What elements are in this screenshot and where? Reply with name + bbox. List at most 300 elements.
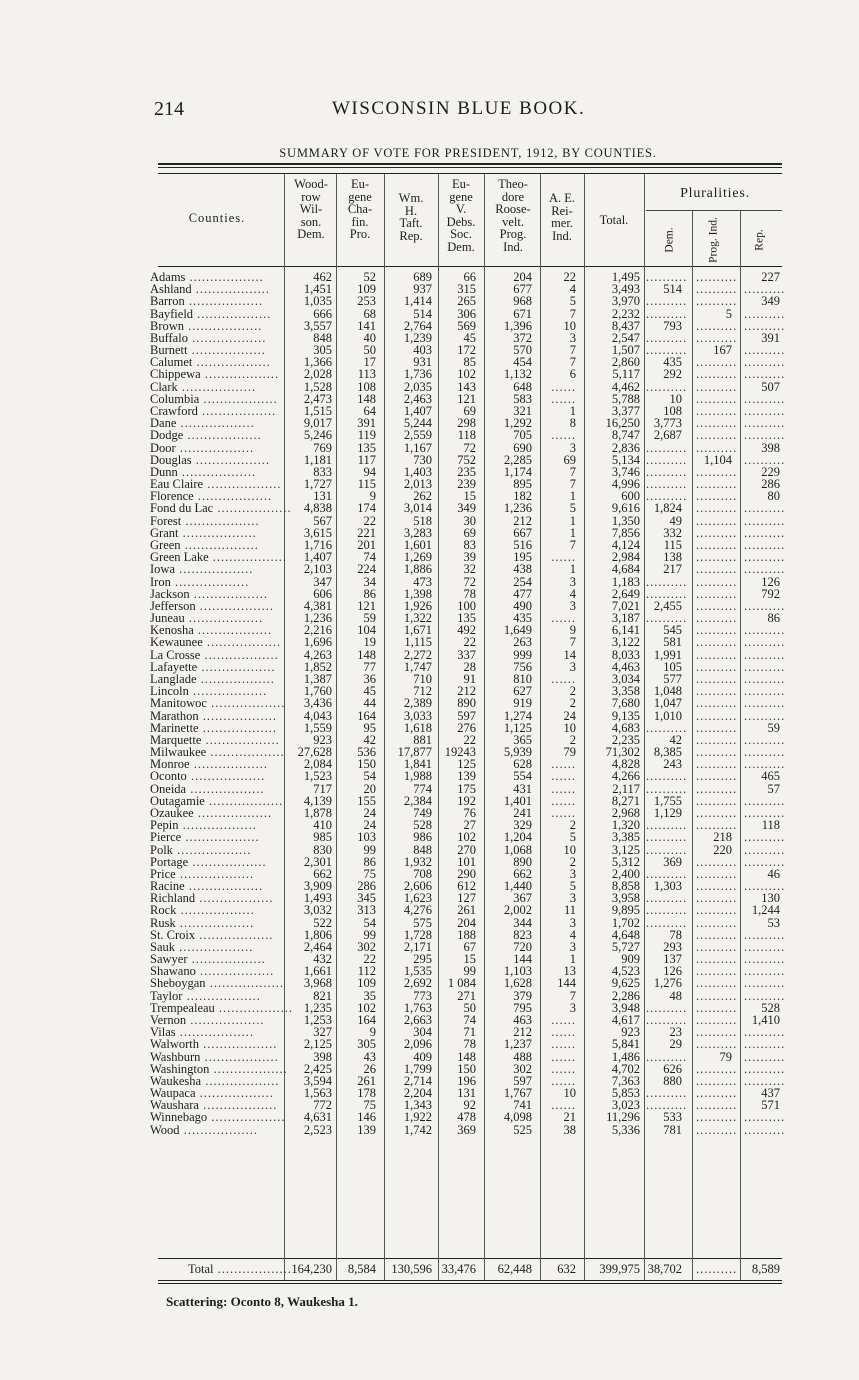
county-row bbox=[150, 917, 786, 929]
vote-cell: 146 bbox=[357, 1110, 376, 1125]
vote-cell: 1,068 bbox=[503, 842, 532, 857]
county-row bbox=[150, 588, 786, 600]
vote-cell: 4,838 bbox=[303, 501, 332, 516]
empty-cell: .......... bbox=[744, 757, 786, 772]
empty-cell: .......... bbox=[696, 270, 738, 284]
vote-cell: 104 bbox=[357, 623, 376, 638]
vote-cell: 286 bbox=[761, 477, 780, 492]
vote-cell: 22 bbox=[363, 513, 376, 528]
vote-cell: 5,788 bbox=[611, 391, 640, 406]
vote-cell: 437 bbox=[761, 1086, 780, 1101]
vote-cell: 919 bbox=[513, 696, 532, 711]
county-name bbox=[150, 917, 284, 929]
vote-cell: 410 bbox=[313, 818, 332, 833]
leader-dots: .................. bbox=[184, 318, 263, 333]
vote-cell: 212 bbox=[513, 513, 532, 528]
vote-cell: 1,806 bbox=[303, 927, 332, 942]
vote-cell: 68 bbox=[363, 306, 376, 321]
county-row bbox=[150, 770, 786, 782]
county-name bbox=[150, 953, 284, 965]
vote-cell: 57 bbox=[767, 781, 780, 796]
vote-cell: 490 bbox=[513, 598, 532, 613]
leader-dots: .................. bbox=[214, 1000, 294, 1015]
vote-cell: 1,129 bbox=[653, 805, 682, 820]
vote-cell: 344 bbox=[513, 915, 532, 930]
vote-cell: 69 bbox=[563, 452, 576, 467]
empty-cell: .......... bbox=[744, 525, 786, 540]
header-debs bbox=[438, 178, 484, 264]
vote-cell: 666 bbox=[313, 306, 332, 321]
vote-cell: 3,385 bbox=[611, 830, 640, 845]
county-label: Columbia bbox=[150, 391, 200, 406]
empty-cell: .......... bbox=[696, 635, 738, 650]
vote-cell: 103 bbox=[357, 830, 376, 845]
vote-cell: 2 bbox=[569, 818, 576, 833]
vote-cell: 9 bbox=[569, 623, 576, 638]
vote-cell: 1,736 bbox=[403, 367, 432, 382]
county-label: Washington bbox=[150, 1061, 210, 1076]
vote-cell: 15 bbox=[463, 952, 476, 967]
vote-cell: 403 bbox=[413, 343, 432, 358]
vote-cell: 86 bbox=[363, 586, 376, 601]
vote-cell: 372 bbox=[513, 330, 532, 345]
vote-cell: 74 bbox=[463, 1013, 476, 1027]
vote-cell: 848 bbox=[313, 330, 332, 345]
vote-cell: 632 bbox=[557, 1262, 576, 1276]
vote-cell: 167 bbox=[713, 343, 732, 358]
vote-cell: 2,968 bbox=[611, 805, 640, 820]
county-label: Ashland bbox=[150, 282, 192, 297]
vote-cell: 7 bbox=[569, 306, 576, 321]
vote-cell: 1,010 bbox=[653, 708, 682, 723]
vote-cell: 3,014 bbox=[403, 501, 432, 516]
vote-cell: 3,023 bbox=[611, 1098, 640, 1113]
vote-cell: 337 bbox=[457, 647, 476, 662]
vote-cell: 662 bbox=[513, 866, 532, 881]
county-name bbox=[150, 831, 284, 843]
county-label: Chippewa bbox=[150, 367, 201, 382]
empty-cell: .......... bbox=[696, 513, 738, 528]
county-label: Kenosha bbox=[150, 623, 194, 638]
vote-cell: 130,596 bbox=[391, 1262, 432, 1276]
vote-cell: 49 bbox=[669, 513, 682, 528]
county-label: Langlade bbox=[150, 671, 197, 686]
county-label: Waupaca bbox=[150, 1086, 196, 1101]
vote-cell: 10 bbox=[669, 391, 682, 406]
vote-cell: 10 bbox=[563, 318, 576, 333]
header-line: Dem. bbox=[297, 227, 325, 241]
empty-cell: .......... bbox=[744, 927, 786, 942]
vote-cell: 3,377 bbox=[611, 404, 640, 418]
vote-cell: 4,276 bbox=[403, 903, 432, 918]
vote-cell: 1,451 bbox=[303, 282, 332, 297]
county-label: Calumet bbox=[150, 355, 193, 370]
county-label: Barron bbox=[150, 294, 185, 309]
vote-cell: 3 bbox=[569, 891, 576, 906]
empty-cell: .......... bbox=[646, 330, 688, 345]
empty-cell: .......... bbox=[696, 1086, 738, 1101]
county-row bbox=[150, 990, 786, 1002]
vote-cell: 1,322 bbox=[403, 611, 432, 625]
county-name bbox=[150, 673, 284, 685]
county-label: Marathon bbox=[150, 708, 199, 723]
county-label: Price bbox=[150, 866, 176, 881]
leader-dots: .................. bbox=[189, 586, 268, 601]
vote-cell: 1,303 bbox=[653, 879, 682, 893]
vote-cell: 345 bbox=[357, 891, 376, 906]
vote-cell: 2,473 bbox=[303, 391, 332, 406]
empty-cell: ...... bbox=[551, 781, 576, 796]
leader-dots: .................. bbox=[181, 513, 260, 528]
empty-cell: .......... bbox=[646, 452, 688, 467]
county-label: Sauk bbox=[150, 939, 175, 954]
vote-cell: 507 bbox=[761, 379, 780, 394]
county-row bbox=[150, 1002, 786, 1014]
empty-cell: .......... bbox=[696, 952, 738, 967]
county-name bbox=[150, 1099, 284, 1111]
vote-cell: 365 bbox=[513, 732, 532, 747]
book-title: WISCONSIN BLUE BOOK. bbox=[332, 98, 586, 119]
county-label: Eau Claire bbox=[150, 477, 204, 492]
vote-cell: 999 bbox=[513, 647, 532, 662]
empty-cell: .......... bbox=[744, 635, 786, 650]
county-name bbox=[150, 1124, 284, 1136]
empty-cell: .......... bbox=[744, 793, 786, 808]
empty-cell: ...... bbox=[551, 671, 576, 686]
county-name bbox=[150, 405, 284, 417]
vote-cell: 1,103 bbox=[503, 964, 532, 979]
vote-cell: 1 bbox=[569, 404, 576, 418]
vote-cell: 9,895 bbox=[611, 903, 640, 918]
vote-cell: 24 bbox=[363, 805, 376, 820]
leader-dots: .................. bbox=[186, 769, 266, 784]
county-label: Oconto bbox=[150, 769, 187, 784]
county-row bbox=[150, 685, 786, 697]
vote-cell: 662 bbox=[313, 866, 332, 881]
county-name bbox=[150, 1038, 284, 1050]
leader-dots: .................. bbox=[207, 1110, 286, 1125]
empty-cell: .......... bbox=[696, 574, 738, 589]
leader-dots: .................. bbox=[177, 464, 257, 479]
vote-cell: 78 bbox=[463, 586, 476, 601]
vote-cell: 139 bbox=[457, 769, 476, 784]
empty-cell: .......... bbox=[744, 343, 786, 358]
vote-cell: 304 bbox=[413, 1025, 432, 1040]
leader-dots: .................. bbox=[195, 964, 275, 979]
vote-cell: 71 bbox=[463, 1025, 476, 1040]
vote-cell: 399,975 bbox=[599, 1262, 640, 1276]
header-line: gene bbox=[449, 189, 473, 204]
vote-cell: 7 bbox=[569, 355, 576, 370]
empty-cell: .......... bbox=[696, 294, 738, 309]
leader-dots: .................. bbox=[183, 428, 262, 443]
empty-cell: .......... bbox=[646, 343, 688, 358]
county-label: Taylor bbox=[150, 988, 183, 1003]
empty-cell: .......... bbox=[696, 428, 738, 443]
vote-cell: 8,589 bbox=[751, 1262, 780, 1276]
header-line: Ind. bbox=[503, 239, 523, 254]
empty-cell: ...... bbox=[551, 428, 576, 443]
county-name bbox=[150, 1061, 288, 1076]
county-row bbox=[150, 977, 786, 989]
county-row bbox=[150, 758, 786, 770]
vote-cell: 4,617 bbox=[611, 1013, 640, 1027]
vote-cell: 677 bbox=[513, 282, 532, 297]
vote-cell: 2,764 bbox=[403, 318, 432, 333]
county-row bbox=[150, 807, 786, 819]
vote-cell: 270 bbox=[457, 842, 476, 857]
leader-dots: .................. bbox=[201, 732, 280, 747]
empty-cell: .......... bbox=[696, 671, 738, 686]
county-name bbox=[150, 819, 284, 831]
header-line: Soc. bbox=[450, 227, 472, 241]
vote-cell: 1,742 bbox=[403, 1122, 432, 1137]
county-name bbox=[150, 612, 284, 624]
vote-cell: 5,727 bbox=[611, 939, 640, 954]
vote-cell: 4,266 bbox=[611, 769, 640, 784]
empty-cell: .......... bbox=[646, 464, 688, 479]
vote-cell: 102 bbox=[457, 367, 476, 382]
county-name bbox=[150, 466, 284, 478]
leader-dots: .................. bbox=[213, 501, 292, 516]
header-wilson bbox=[286, 178, 336, 264]
county-row bbox=[150, 649, 786, 661]
vote-cell: 221 bbox=[357, 525, 376, 540]
county-label: Oneida bbox=[150, 781, 187, 796]
header-plurality-dem: Dem. bbox=[663, 227, 676, 253]
vote-cell: 398 bbox=[761, 440, 780, 455]
vote-cell: 9,616 bbox=[611, 501, 640, 516]
vote-cell: 398 bbox=[313, 1049, 332, 1064]
county-row bbox=[150, 1099, 786, 1111]
vote-cell: 349 bbox=[761, 294, 780, 309]
vote-cell: 150 bbox=[457, 1061, 476, 1076]
vote-cell: 109 bbox=[357, 976, 376, 991]
vote-cell: 131 bbox=[457, 1086, 476, 1101]
vote-cell: 7 bbox=[569, 464, 576, 479]
vote-cell: 2,272 bbox=[403, 647, 432, 662]
vote-cell: 3 bbox=[569, 915, 576, 930]
vote-cell: 204 bbox=[457, 915, 476, 930]
vote-cell: 50 bbox=[363, 343, 376, 358]
county-row bbox=[150, 344, 786, 356]
vote-cell: 1,507 bbox=[611, 343, 640, 358]
vote-cell: 22 bbox=[463, 732, 476, 747]
county-label: Trempealeau bbox=[150, 1000, 215, 1015]
county-name bbox=[150, 515, 284, 527]
leader-dots: .................. bbox=[177, 379, 257, 394]
vote-cell: 545 bbox=[663, 623, 682, 638]
vote-cell: 477 bbox=[513, 586, 532, 601]
empty-cell: ...... bbox=[551, 391, 576, 406]
vote-cell: 74 bbox=[363, 550, 376, 565]
vote-cell: 3,948 bbox=[611, 1000, 640, 1015]
empty-cell: .......... bbox=[696, 745, 738, 759]
county-row bbox=[150, 697, 786, 709]
vote-cell: 1,343 bbox=[403, 1098, 432, 1113]
leader-dots: .................. bbox=[203, 477, 282, 492]
empty-cell: .......... bbox=[744, 501, 786, 516]
leader-dots: .................. bbox=[184, 294, 264, 309]
vote-cell: 810 bbox=[513, 671, 532, 686]
empty-cell: .......... bbox=[744, 732, 786, 747]
vote-cell: 212 bbox=[457, 684, 476, 699]
county-label: Iron bbox=[150, 574, 171, 589]
county-name bbox=[150, 550, 288, 565]
vote-cell: 2,035 bbox=[403, 379, 432, 394]
vote-cell: 7,363 bbox=[611, 1073, 640, 1088]
vote-cell: 164,230 bbox=[291, 1262, 332, 1276]
leader-dots: .................. bbox=[195, 1086, 274, 1101]
county-label: Marinette bbox=[150, 720, 199, 735]
county-label: Jackson bbox=[150, 586, 190, 601]
empty-cell: .......... bbox=[696, 647, 738, 662]
empty-cell: .......... bbox=[646, 720, 688, 735]
vote-cell: 3,968 bbox=[303, 976, 332, 991]
county-row bbox=[150, 710, 786, 722]
vote-cell: 3 bbox=[569, 1000, 576, 1015]
vote-cell: 1,115 bbox=[404, 635, 432, 650]
vote-cell: 5 bbox=[725, 306, 732, 321]
empty-cell: .......... bbox=[646, 818, 688, 833]
vote-cell: 99 bbox=[363, 927, 376, 942]
vote-cell: 8,584 bbox=[347, 1262, 376, 1276]
vote-cell: 1,696 bbox=[303, 635, 332, 650]
vote-cell: 1,396 bbox=[503, 318, 532, 333]
header-line: Wm. bbox=[398, 191, 424, 205]
empty-cell: .......... bbox=[646, 891, 688, 906]
vote-cell: 71,302 bbox=[605, 745, 640, 759]
vote-cell: 3,436 bbox=[303, 696, 332, 711]
vote-cell: 569 bbox=[457, 318, 476, 333]
vote-cell: 8 bbox=[569, 416, 576, 431]
vote-cell: 514 bbox=[413, 306, 432, 321]
empty-cell: .......... bbox=[744, 306, 786, 321]
total-row bbox=[150, 1263, 786, 1275]
empty-cell: .......... bbox=[744, 1025, 786, 1040]
empty-cell: .......... bbox=[744, 318, 786, 333]
vote-cell: 22 bbox=[563, 270, 576, 284]
county-row bbox=[150, 880, 786, 892]
empty-cell: .......... bbox=[696, 525, 738, 540]
empty-cell: .......... bbox=[696, 1262, 738, 1276]
county-row bbox=[150, 1111, 786, 1123]
vote-cell: 1,799 bbox=[403, 1061, 432, 1076]
vote-cell: 612 bbox=[457, 879, 476, 893]
empty-cell: .......... bbox=[744, 1049, 786, 1064]
county-name bbox=[150, 576, 284, 588]
header-line: Dem. bbox=[447, 239, 475, 254]
empty-cell: .......... bbox=[696, 586, 738, 601]
header-plurality-rep: Rep. bbox=[753, 229, 766, 251]
leader-dots: .................. bbox=[181, 830, 260, 845]
county-label: Douglas bbox=[150, 452, 192, 467]
vote-cell: 7 bbox=[569, 988, 576, 1003]
county-label: Portage bbox=[150, 854, 189, 869]
vote-cell: 772 bbox=[313, 1098, 332, 1113]
empty-cell: .......... bbox=[696, 464, 738, 479]
vote-cell: 1,236 bbox=[503, 501, 532, 516]
empty-cell: .......... bbox=[744, 391, 786, 406]
empty-cell: .......... bbox=[696, 915, 738, 930]
county-name bbox=[150, 563, 284, 575]
header-line: Wood- bbox=[294, 177, 328, 191]
vote-cell: 5,117 bbox=[612, 367, 640, 382]
vote-cell: 1,747 bbox=[403, 659, 432, 674]
empty-cell: .......... bbox=[646, 477, 688, 492]
vote-cell: 1,387 bbox=[303, 671, 332, 686]
county-row bbox=[150, 624, 786, 636]
leader-dots: .................. bbox=[175, 440, 255, 455]
vote-cell: 1,523 bbox=[303, 769, 332, 784]
empty-cell: .......... bbox=[744, 1061, 786, 1076]
vote-cell: 2,204 bbox=[403, 1086, 432, 1101]
vote-cell: 2,117 bbox=[612, 781, 640, 796]
vote-cell: 130 bbox=[761, 891, 780, 906]
header-roosevelt bbox=[486, 178, 540, 264]
vote-cell: 2,002 bbox=[503, 903, 532, 918]
county-label: Bayfield bbox=[150, 306, 194, 321]
vote-cell: 115 bbox=[663, 538, 682, 552]
county-row bbox=[150, 831, 786, 843]
vote-cell: 1,716 bbox=[303, 538, 332, 552]
vote-cell: 263 bbox=[513, 635, 532, 650]
vote-cell: 516 bbox=[513, 538, 532, 552]
vote-cell: 286 bbox=[357, 879, 376, 893]
empty-cell: .......... bbox=[744, 550, 786, 565]
vote-cell: 10 bbox=[563, 842, 576, 857]
empty-cell: .......... bbox=[744, 684, 786, 699]
vote-cell: 17,877 bbox=[397, 745, 432, 759]
empty-cell: .......... bbox=[646, 903, 688, 918]
vote-cell: 5,336 bbox=[611, 1122, 640, 1137]
vote-cell: 5,246 bbox=[303, 428, 332, 443]
vote-cell: 99 bbox=[363, 842, 376, 857]
page-number: 214 bbox=[154, 98, 184, 120]
vote-cell: 3,594 bbox=[303, 1073, 332, 1088]
header-counties: Counties. bbox=[188, 211, 246, 225]
vote-cell: 164 bbox=[357, 708, 376, 723]
vote-cell: 1 bbox=[569, 513, 576, 528]
county-label: Washburn bbox=[150, 1049, 201, 1064]
vote-cell: 148 bbox=[457, 1049, 476, 1064]
empty-cell: .......... bbox=[696, 379, 738, 394]
county-label: Dane bbox=[150, 416, 177, 431]
county-row bbox=[150, 929, 786, 941]
county-row bbox=[150, 332, 786, 344]
vote-cell: 8,747 bbox=[611, 428, 640, 443]
vote-cell: 3,557 bbox=[303, 318, 332, 333]
empty-cell: ...... bbox=[551, 769, 576, 784]
vote-cell: 1,244 bbox=[751, 903, 780, 918]
vote-cell: 54 bbox=[363, 769, 376, 784]
vote-cell: 648 bbox=[513, 379, 532, 394]
leader-dots: .................. bbox=[205, 976, 284, 991]
vote-cell: 15 bbox=[463, 489, 476, 504]
vote-cell: 438 bbox=[513, 562, 532, 577]
vote-cell: 627 bbox=[513, 684, 532, 699]
vote-cell: 148 bbox=[357, 647, 376, 662]
county-label: Wood bbox=[150, 1122, 180, 1137]
header-line: Eu- bbox=[350, 177, 370, 191]
vote-cell: 108 bbox=[357, 379, 376, 394]
vote-cell: 44 bbox=[363, 696, 376, 711]
vote-cell: 224 bbox=[357, 562, 376, 577]
vote-cell: 86 bbox=[363, 854, 376, 869]
vote-cell: 126 bbox=[663, 964, 682, 979]
county-row bbox=[150, 612, 786, 624]
vote-cell: 554 bbox=[513, 769, 532, 784]
